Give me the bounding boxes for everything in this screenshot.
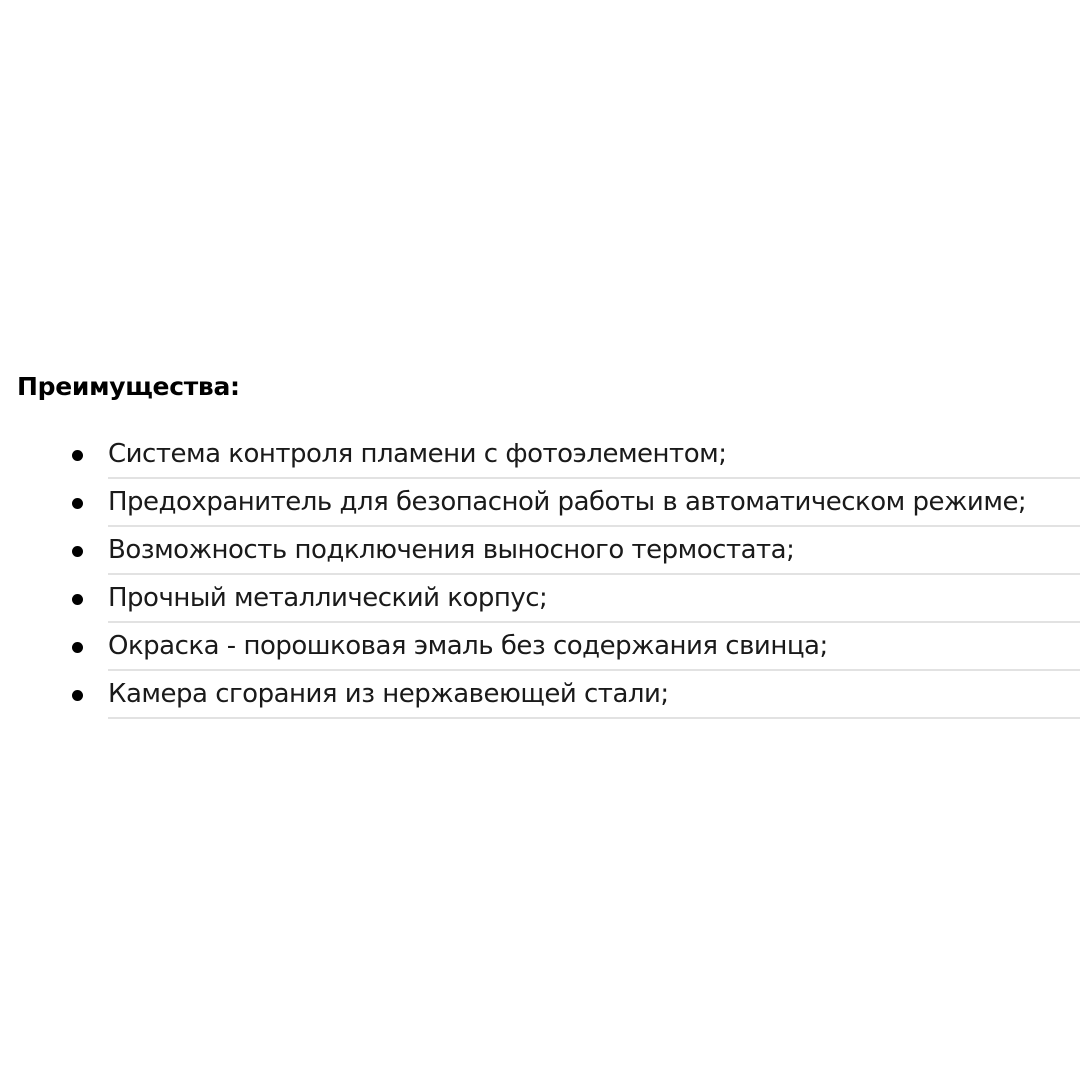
list-item-text: Прочный металлический корпус; — [108, 574, 1080, 623]
list-item-text: Возможность подключения выносного термостата; — [108, 526, 1080, 575]
bullet-icon — [72, 690, 83, 701]
bullet-icon — [72, 642, 83, 653]
list-item — [0, 430, 1080, 478]
list-item-text: Система контроля пламени с фотоэлементом; — [108, 430, 1080, 479]
bullet-icon — [72, 498, 83, 509]
list-item — [0, 574, 1080, 622]
list-item — [0, 526, 1080, 574]
list-item — [0, 670, 1080, 718]
bullet-icon — [72, 594, 83, 605]
list-item — [0, 622, 1080, 670]
list-item-text: Предохранитель для безопасной работы в автоматическом режиме; — [108, 478, 1080, 527]
section-heading: Преимущества: — [17, 372, 240, 401]
list-item — [0, 478, 1080, 526]
bullet-icon — [72, 450, 83, 461]
bullet-icon — [72, 546, 83, 557]
list-item-text: Камера сгорания из нержавеющей стали; — [108, 670, 1080, 719]
list-item-text: Окраска - порошковая эмаль без содержания свинца; — [108, 622, 1080, 671]
advantages-list — [0, 430, 1080, 718]
